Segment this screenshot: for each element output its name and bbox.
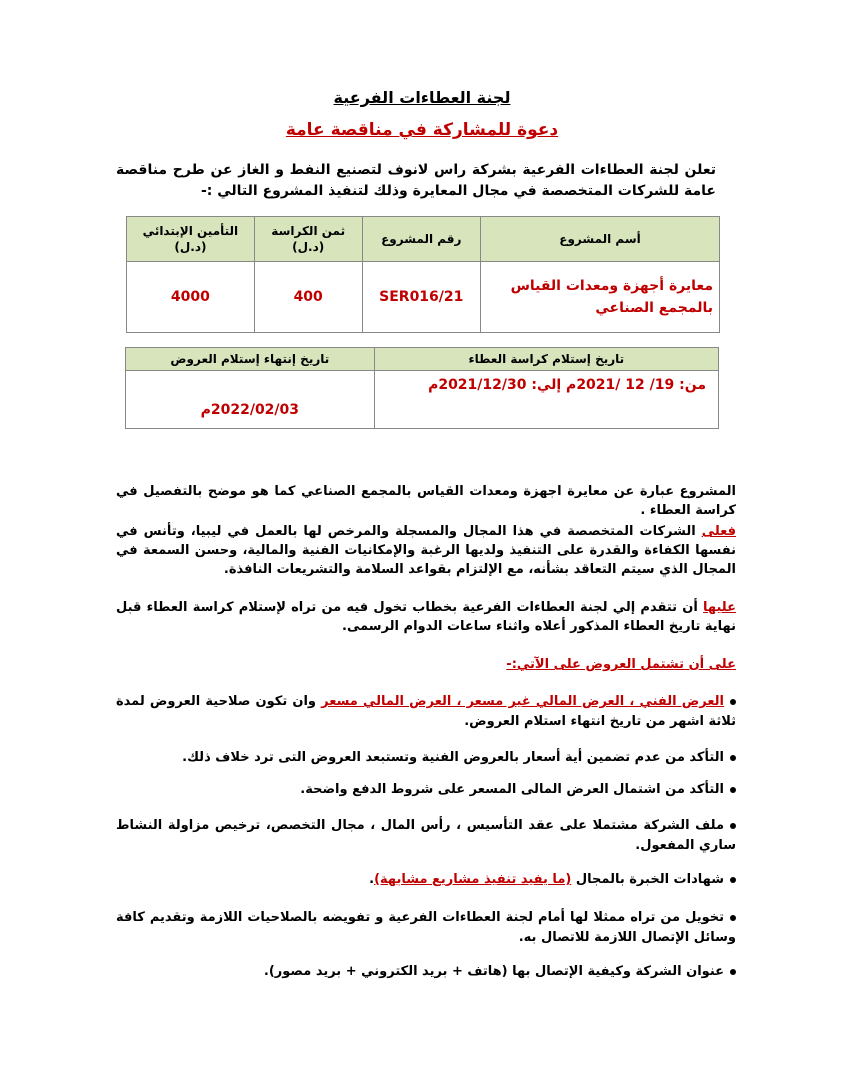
- bullet-1-text: وان تكون صلاحية العروض لمدة ثلاثة اشهر من تاريخ انتهاء استلام العروض.: [116, 694, 736, 729]
- submission-lead: عليها: [703, 600, 736, 615]
- header-deadline-date: تاريخ إنتهاء إستلام العروض: [126, 348, 375, 371]
- header-project-number: رقم المشروع: [362, 217, 480, 262]
- initial-insurance-label: التأمين الإبتدائي: [142, 224, 239, 238]
- initial-insurance-unit: (د.ل): [174, 240, 207, 254]
- project-table: [126, 216, 720, 333]
- bullet-icon: [730, 823, 736, 829]
- project-description: المشروع عبارة عن معايرة اجهزة ومعدات القياس بالمجمع الصناعي كما هو موضح بالتفصيل في كراسة العطاء .: [116, 484, 736, 518]
- bullet-5-highlight: (ما يفيد تنفيذ مشاريع مشابهة): [374, 872, 572, 887]
- booklet-price-label: ثمن الكراسة: [271, 224, 346, 238]
- submission-paragraph: [116, 598, 736, 636]
- project-table-header: [127, 217, 720, 262]
- cell-project-name: معايرة أجهزة ومعدات القياس بالمجمع الصناعي: [481, 262, 720, 333]
- header-receipt-date: تاريخ إستلام كراسة العطاء: [374, 348, 718, 371]
- list-item: [116, 692, 736, 732]
- dates-table: [125, 347, 719, 429]
- eligibility-paragraph: [116, 522, 736, 579]
- bullet-6-text: تخويل من تراه ممثلا لها أمام لجنة العطاءات الفرعية و تفويضه بالصلاحيات اللازمة وتقديم كافة وسائل الإتصال اللازمة للاتصال به.: [116, 910, 736, 945]
- cell-booklet-price: 400: [254, 262, 362, 333]
- bullet-7-text: عنوان الشركة وكيفية الإتصال بها (هاتف + بريد الكتروني + بريد مصور).: [263, 964, 724, 979]
- bullet-3-text: التأكد من اشتمال العرض المالى المسعر على شروط الدفع واضحة.: [300, 782, 724, 797]
- list-item: [116, 780, 736, 800]
- cell-receipt-period: من: 19/ 12 /2021م إلي: 2021/12/30م: [374, 371, 718, 429]
- bullet-5-end: .: [369, 872, 375, 887]
- table-row: [126, 371, 719, 429]
- list-item: [116, 870, 736, 890]
- header-booklet-price: [254, 217, 362, 262]
- tender-invitation-title: دعوة للمشاركة في مناقصة عامة: [285, 120, 559, 140]
- bullet-1-highlight: العرض الفني ، العرض المالي غير مسعر ، العرض المالي مسعر: [321, 694, 724, 709]
- bullet-5-text: شهادات الخبرة بالمجال: [571, 872, 724, 887]
- intro-paragraph: تعلن لجنة العطاءات الفرعية بشركة راس لانوف لتصنيع النفط و الغاز عن طرح مناقصة عامة للشركات المتخصصة في مجال المعايرة وذلك لتنفيذ المشروع التالي :-: [116, 162, 716, 199]
- cell-initial-insurance: 4000: [127, 262, 255, 333]
- eligibility-lead: فعلى: [701, 524, 736, 539]
- header-project-name: أسم المشروع: [481, 217, 720, 262]
- bullet-icon: [730, 699, 736, 705]
- cell-project-number: SER016/21: [362, 262, 480, 333]
- bullet-2-text: التأكد من عدم تضمين أية أسعار بالعروض الفنية وتستبعد العروض التى ترد خلاف ذلك.: [182, 750, 724, 765]
- committee-title: لجنة العطاءات الفرعية: [333, 88, 511, 107]
- list-item: [116, 816, 736, 856]
- bullet-icon: [730, 755, 736, 761]
- cell-deadline-date: 2022/02/03م: [126, 371, 375, 429]
- booklet-price-unit: (د.ل): [292, 240, 325, 254]
- eligibility-text: الشركات المتخصصة في هذا المجال والمسجلة والمرخص لها بالعمل في ليبيا، وتأنس في نفسها الكفاءة والقدرة على التنفيذ ولديها الرغبة والإمكانيات الفنية والمالية، وحسن السمعة في المجال الذي سيتم التعاقد بشأنه، مع الإلتزام بقواعد السلامة والتشريعات النافذة.: [116, 524, 736, 577]
- table-row: [127, 262, 720, 333]
- list-item: [116, 962, 736, 982]
- submission-text: أن تتقدم إلي لجنة العطاءات الفرعية بخطاب تخول فيه من تراه لإستلام كراسة العطاء قبل نهاية تاريخ العطاء المذكور أعلاه واثناء ساعات الدوام الرسمى.: [116, 600, 736, 634]
- bullet-icon: [730, 969, 736, 975]
- dates-table-header: [126, 348, 719, 371]
- bullet-4-text: ملف الشركة مشتملا على عقد التأسيس ، رأس المال ، مجال التخصص، ترخيص مزاولة النشاط ساري المفعول.: [116, 818, 736, 853]
- header-initial-insurance: [127, 217, 255, 262]
- bullet-icon: [730, 915, 736, 921]
- list-item: [116, 748, 736, 768]
- bullet-icon: [730, 787, 736, 793]
- list-item: [116, 908, 736, 948]
- offers-heading: على أن تشتمل العروض على الآتي:-: [506, 657, 736, 672]
- bullet-icon: [730, 877, 736, 883]
